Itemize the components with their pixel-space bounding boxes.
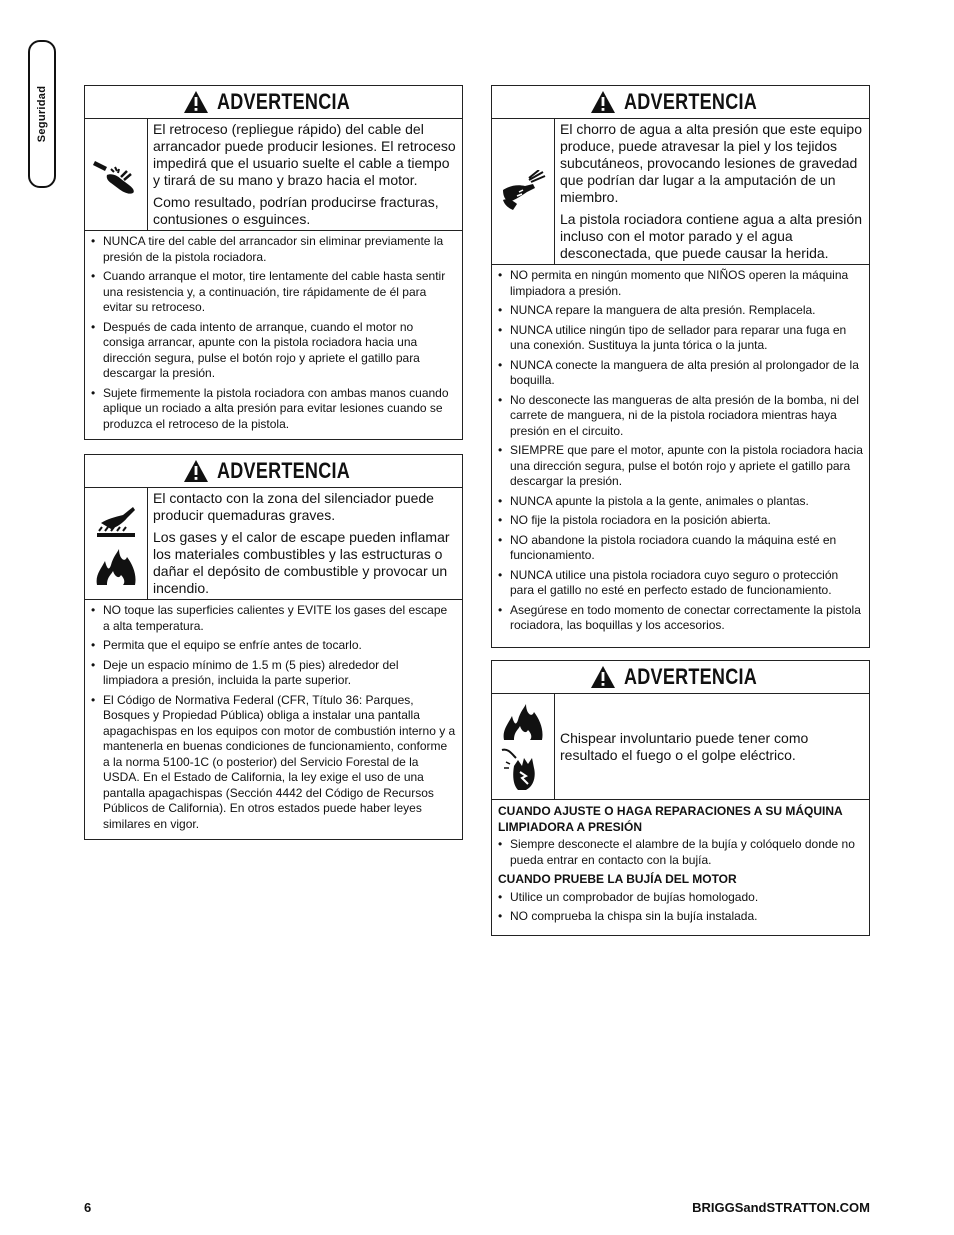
list-item: • NO comprueba la chispa sin la bujía instalada. xyxy=(498,909,863,925)
list-item: • No desconecte las mangueras de alta presión de la bomba, ni del carrete de manguera, ni de la pistola rociadora mientras haya presión en el circuito. xyxy=(498,393,863,440)
list-item: • NUNCA repare la manguera de alta presión. Remplacela. xyxy=(498,303,863,319)
section-subheading: CUANDO PRUEBE LA BUJÍA DEL MOTOR xyxy=(498,872,737,886)
warning-bullet-list xyxy=(492,888,869,933)
fire-icon xyxy=(93,547,139,587)
list-item: • NUNCA tire del cable del arrancador sin eliminar previamente la presión de la pistola rociadora. xyxy=(91,234,456,265)
warning-text: El chorro de agua a alta presión que este equipo produce, puede atravesar la piel y los tejidos subcutáneos, provocando lesiones de gravedad que podrían dar lugar a la amputación de un miembro. xyxy=(560,121,862,205)
list-item: • NUNCA apunte la pistola a la gente, animales o plantas. xyxy=(498,494,863,510)
warning-text: Los gases y el calor de escape pueden inflamar los materiales combustibles y las estructuras o dañar el depósito de combustible y provocar un incendio. xyxy=(153,529,450,596)
warning-text: La pistola rociadora contiene agua a alta presión incluso con el motor parado y el agua desconectada, que puede causar la herida. xyxy=(560,211,862,261)
list-item: • NO toque las superficies calientes y EVITE los gases del escape a alta temperatura. xyxy=(91,603,456,634)
list-item: • NO permita en ningún momento que NIÑOS operen la máquina limpiadora a presión. xyxy=(498,268,863,299)
warning-triangle-icon xyxy=(590,90,616,114)
warning-header xyxy=(492,86,869,119)
warning-bullet-list xyxy=(85,231,462,440)
recoil-hand-icon xyxy=(93,155,139,195)
warning-box-high-pressure xyxy=(491,85,870,648)
warning-triangle-icon xyxy=(590,665,616,689)
list-item: • Permita que el equipo se enfríe antes de tocarlo. xyxy=(91,638,456,654)
warning-triangle-icon xyxy=(183,459,209,483)
list-item: • NO fije la pistola rociadora en la posición abierta. xyxy=(498,513,863,529)
hot-surface-icon xyxy=(93,501,139,541)
fire-icon xyxy=(500,702,546,742)
warning-header xyxy=(492,661,869,694)
warning-title: ADVERTENCIA xyxy=(624,89,758,114)
warning-message-row xyxy=(85,488,462,600)
list-item: • NO abandone la pistola rociadora cuando la máquina esté en funcionamiento. xyxy=(498,533,863,564)
warning-title: ADVERTENCIA xyxy=(217,89,351,114)
page-number: 6 xyxy=(84,1200,92,1215)
list-item: • Después de cada intento de arranque, cuando el motor no consiga arrancar, apunte con la pistola rociadora hacia una dirección segura, pulse el botón rojo y apriete el gatillo para descargar la presión. xyxy=(91,320,456,382)
warning-box-burns xyxy=(84,454,463,840)
warning-text: Como resultado, podrían producirse fracturas, contusiones o esguinces. xyxy=(153,194,439,227)
warning-box-recoil xyxy=(84,85,463,440)
list-item: • Asegúrese en todo momento de conectar correctamente la pistola rociadora, las boquillas y los accesorios. xyxy=(498,603,863,634)
website-url: BRIGGSandSTRATTON.COM xyxy=(692,1200,870,1215)
section-subheading: CUANDO AJUSTE O HAGA REPARACIONES A SU MÁQUINA LIMPIADORA A PRESIÓN xyxy=(498,804,843,834)
list-item: • Deje un espacio mínimo de 1.5 m (5 pies) alrededor del limpiadora a presión, incluida la parte superior. xyxy=(91,658,456,689)
list-item: • Utilice un comprobador de bujías homologado. xyxy=(498,890,863,906)
list-item: • NUNCA conecte la manguera de alta presión al prolongador de la boquilla. xyxy=(498,358,863,389)
warning-message-row xyxy=(492,119,869,265)
warning-header xyxy=(85,86,462,119)
section-tab xyxy=(28,40,56,188)
warning-bullet-list xyxy=(85,600,462,840)
warning-title: ADVERTENCIA xyxy=(624,664,758,689)
warning-text: Chispear involuntario puede tener como resultado el fuego o el golpe eléctrico. xyxy=(560,729,809,763)
electric-shock-icon xyxy=(500,746,546,792)
list-item: • SIEMPRE que pare el motor, apunte con la pistola rociadora hacia una dirección segura, pulse el botón rojo y apriete el gatillo para descargar la presión. xyxy=(498,443,863,490)
warning-header xyxy=(85,455,462,488)
list-item: • NUNCA utilice una pistola rociadora cuyo seguro o protección para el gatillo no esté en perfecto estado de funcionamiento. xyxy=(498,568,863,599)
list-item: • El Código de Normativa Federal (CFR, Título 36: Parques, Bosques y Propiedad Pública) obliga a instalar una pantalla apagachispas en los equipos con motor de combustión interno y a mantenerla en buenas condiciones de funcionamiento, conforme a la norma 5100-1C (o posterior) del Servicio Forestal de la USDA. En el Estado de California, la ley exige el uso de una pantalla apagachispas (Sección 4442 del Código de Recursos Públicos de California). En otros estados puede haber leyes similares en vigor. xyxy=(91,693,456,833)
section-tab-label: Seguridad xyxy=(36,85,48,143)
warning-box-spark xyxy=(491,660,870,936)
warning-text: El retroceso (repliegue rápido) del cable del arrancador puede producir lesiones. El retroceso impedirá que el usuario suelte el cable a tiempo y tirará de su mano y brazo hacia el motor. xyxy=(153,121,456,188)
warning-message-row xyxy=(85,119,462,231)
list-item: • NUNCA utilice ningún tipo de sellador para reparar una fuga en una conexión. Sustituya la junta tórica o la junta. xyxy=(498,323,863,354)
high-pressure-injection-icon xyxy=(499,170,547,214)
list-item: • Cuando arranque el motor, tire lentamente del cable hasta sentir una resistencia y, a continuación, tire rápidamente de él para evitar su retroceso. xyxy=(91,269,456,316)
warning-bullet-list xyxy=(492,265,869,642)
warning-bullet-list xyxy=(492,835,869,868)
list-item: • Sujete firmemente la pistola rociadora con ambas manos cuando aplique un rociado a alta presión para evitar lesiones cuando se produzca el retroceso de la pistola. xyxy=(91,386,456,433)
warning-text: El contacto con la zona del silenciador puede producir quemaduras graves. xyxy=(153,490,434,523)
list-item: • Siempre desconecte el alambre de la bujía y colóquelo donde no pueda entrar en contacto con la bujía. xyxy=(498,837,863,868)
warning-triangle-icon xyxy=(183,90,209,114)
warning-title: ADVERTENCIA xyxy=(217,458,351,483)
warning-message-row xyxy=(492,694,869,800)
